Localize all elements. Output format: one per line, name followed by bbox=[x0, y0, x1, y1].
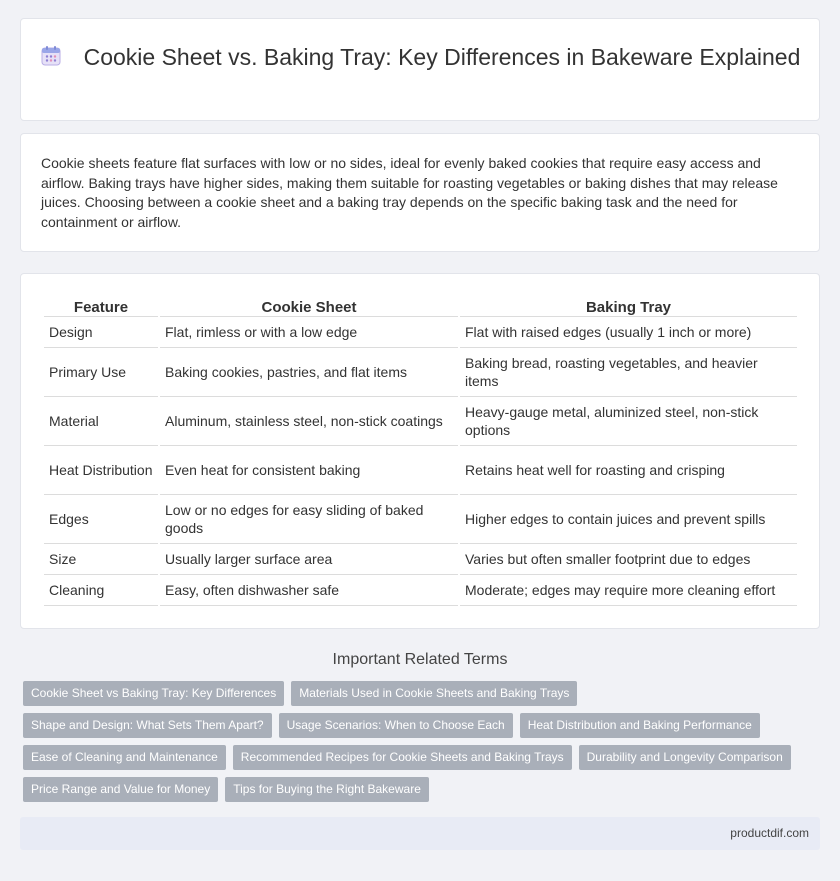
feature-cell: Cleaning bbox=[44, 575, 158, 606]
related-tag[interactable]: Shape and Design: What Sets Them Apart? bbox=[23, 713, 272, 738]
related-terms-section bbox=[20, 650, 820, 809]
cookie-sheet-cell: Usually larger surface area bbox=[160, 544, 458, 575]
baking-tray-cell: Moderate; edges may require more cleaning effort bbox=[460, 575, 797, 606]
table-header-row bbox=[44, 295, 797, 317]
baking-tray-cell: Higher edges to contain juices and prevent spills bbox=[460, 495, 797, 544]
cookie-sheet-cell: Flat, rimless or with a low edge bbox=[160, 317, 458, 348]
table-row bbox=[44, 317, 797, 348]
comparison-card bbox=[20, 273, 820, 629]
related-tags bbox=[20, 681, 820, 809]
table-row bbox=[44, 495, 797, 544]
footer-site-link[interactable]: productdif.com bbox=[730, 826, 809, 840]
cookie-sheet-cell: Even heat for consistent baking bbox=[160, 446, 458, 495]
header-card bbox=[20, 18, 820, 121]
related-tag[interactable]: Recommended Recipes for Cookie Sheets and Baking Trays bbox=[233, 745, 572, 770]
comparison-table bbox=[42, 295, 799, 606]
cookie-sheet-cell: Easy, often dishwasher safe bbox=[160, 575, 458, 606]
footer bbox=[20, 817, 820, 850]
baking-tray-cell: Varies but often smaller footprint due to edges bbox=[460, 544, 797, 575]
related-tag[interactable]: Ease of Cleaning and Maintenance bbox=[23, 745, 226, 770]
baking-tray-cell: Flat with raised edges (usually 1 inch or more) bbox=[460, 317, 797, 348]
cookie-sheet-cell: Aluminum, stainless steel, non-stick coatings bbox=[160, 397, 458, 446]
calendar-icon bbox=[40, 45, 62, 67]
header-cookie-sheet: Cookie Sheet bbox=[160, 295, 458, 317]
feature-cell: Heat Distribution bbox=[44, 446, 158, 495]
page-title bbox=[21, 43, 819, 72]
feature-cell: Design bbox=[44, 317, 158, 348]
intro-paragraph: Cookie sheets feature flat surfaces with low or no sides, ideal for evenly baked cookies that require easy access and airflow. Baking trays have higher sides, making them suitable for roasting vegetables or baking dishes that may release juices. Choosing between a cookie sheet and a baking tray depends on the specific baking task and the need for containment or airflow. bbox=[41, 155, 778, 230]
table-row bbox=[44, 397, 797, 446]
related-tag[interactable]: Price Range and Value for Money bbox=[23, 777, 218, 802]
related-tag[interactable]: Usage Scenarios: When to Choose Each bbox=[279, 713, 513, 738]
baking-tray-cell: Retains heat well for roasting and crisping bbox=[460, 446, 797, 495]
header-feature: Feature bbox=[44, 295, 158, 317]
table-row bbox=[44, 544, 797, 575]
feature-cell: Size bbox=[44, 544, 158, 575]
cookie-sheet-cell: Baking cookies, pastries, and flat items bbox=[160, 348, 458, 397]
page-title-text: Cookie Sheet vs. Baking Tray: Key Differences in Bakeware Explained bbox=[83, 44, 801, 70]
related-tag[interactable]: Durability and Longevity Comparison bbox=[579, 745, 791, 770]
baking-tray-cell: Baking bread, roasting vegetables, and heavier items bbox=[460, 348, 797, 397]
related-tag[interactable]: Tips for Buying the Right Bakeware bbox=[225, 777, 429, 802]
feature-cell: Edges bbox=[44, 495, 158, 544]
table-row bbox=[44, 446, 797, 495]
table-row bbox=[44, 575, 797, 606]
related-tag[interactable]: Heat Distribution and Baking Performance bbox=[520, 713, 760, 738]
related-tag[interactable]: Cookie Sheet vs Baking Tray: Key Differences bbox=[23, 681, 284, 706]
table-row bbox=[44, 348, 797, 397]
intro-card bbox=[20, 133, 820, 252]
related-terms-heading: Important Related Terms bbox=[332, 651, 508, 668]
baking-tray-cell: Heavy-gauge metal, aluminized steel, non-stick options bbox=[460, 397, 797, 446]
header-baking-tray: Baking Tray bbox=[460, 295, 797, 317]
feature-cell: Primary Use bbox=[44, 348, 158, 397]
feature-cell: Material bbox=[44, 397, 158, 446]
cookie-sheet-cell: Low or no edges for easy sliding of baked goods bbox=[160, 495, 458, 544]
related-tag[interactable]: Materials Used in Cookie Sheets and Baking Trays bbox=[291, 681, 577, 706]
